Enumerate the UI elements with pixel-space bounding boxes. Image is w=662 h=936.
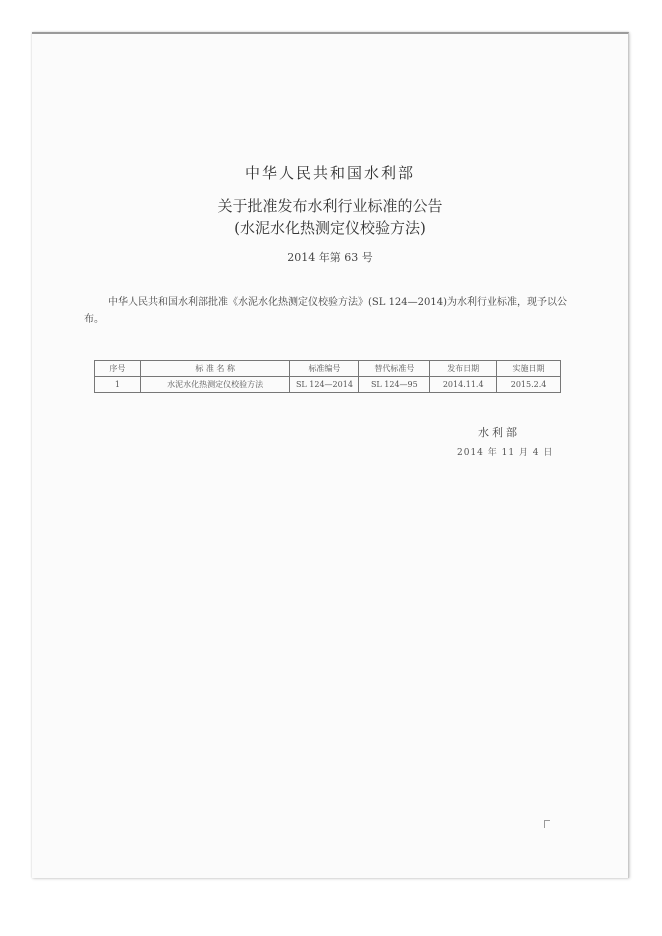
- document-number: 2014 年第 63 号: [287, 251, 373, 264]
- signature-organization: 水利部: [478, 426, 520, 439]
- ministry-name: 中华人民共和国水利部: [244, 164, 415, 182]
- cell-publish-date: 2014.11.4: [430, 377, 497, 393]
- signature-date: 2014 年 11 月 4 日: [457, 448, 554, 458]
- cell-replaced-number: SL 124—95: [359, 377, 430, 393]
- header-serial: 序号: [95, 361, 141, 377]
- cell-serial: 1: [95, 377, 141, 393]
- header-publish-date: 发布日期: [430, 361, 497, 377]
- table-row: [95, 377, 561, 393]
- header-effective-date: 实施日期: [497, 361, 561, 377]
- cell-standard-number: SL 124—2014: [290, 377, 359, 393]
- table-header-row: [95, 361, 561, 377]
- cell-standard-name: 水泥水化热测定仪校验方法: [140, 377, 290, 393]
- announcement-subtitle: (水泥水化热测定仪校验方法): [234, 219, 426, 237]
- corner-mark: [544, 820, 550, 828]
- document-page: [32, 32, 629, 878]
- header-standard-number: 标准编号: [290, 361, 359, 377]
- announcement-title: 关于批准发布水利行业标准的公告: [217, 197, 443, 215]
- header-standard-name: 标 准 名 称: [140, 361, 290, 377]
- standards-table: [94, 360, 561, 393]
- announcement-body: 中华人民共和国水利部批准《水泥水化热测定仪校验方法》(SL 124—2014)为水利行业标准，现予以公布。: [84, 297, 568, 325]
- header-replaced-number: 替代标准号: [359, 361, 430, 377]
- cell-effective-date: 2015.2.4: [497, 377, 561, 393]
